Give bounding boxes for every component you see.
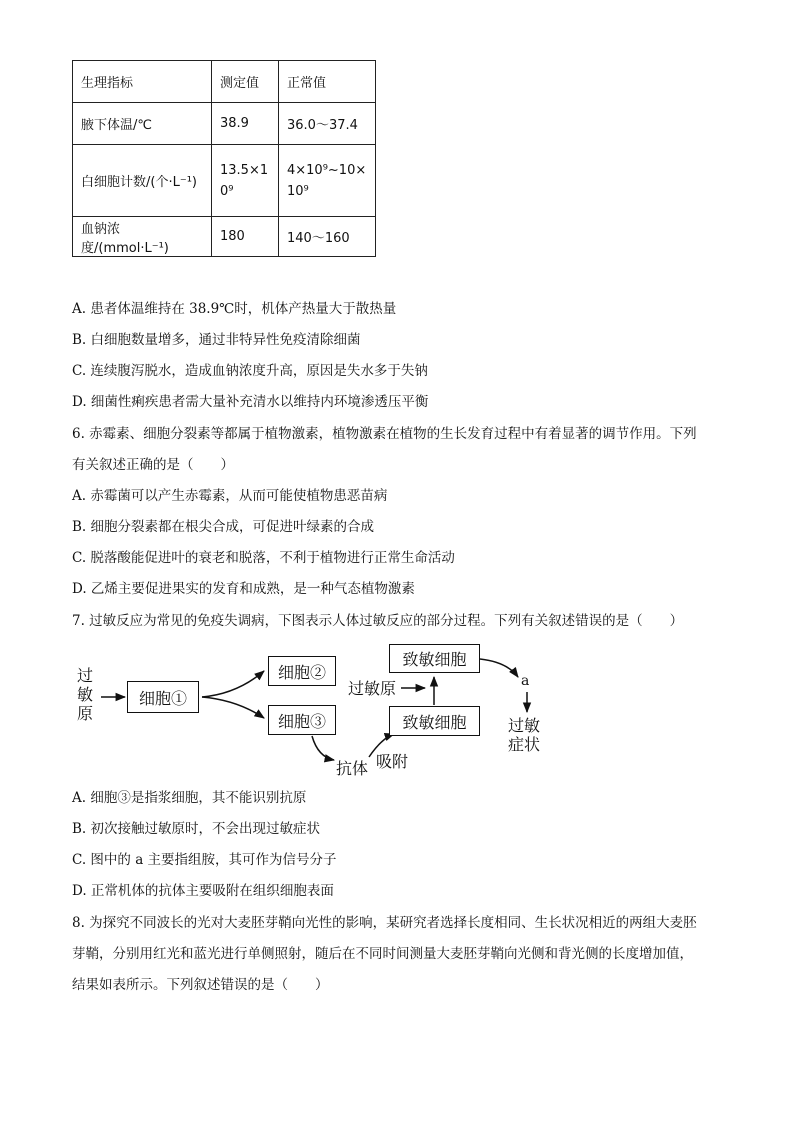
table-cell: 腋下体温/℃ — [73, 103, 212, 145]
table-header-cell: 测定值 — [212, 61, 279, 103]
q5-option-c: C. 连续腹泻脱水，造成血钠浓度升高，原因是失水多于失钠 — [72, 363, 428, 379]
table-cell: 140～160 — [279, 217, 376, 257]
physiology-table — [72, 60, 376, 257]
sensitized-cell-bottom-box: 致敏细胞 — [389, 706, 480, 736]
cell3-box: 细胞③ — [268, 705, 336, 735]
q6-option-c: C. 脱落酸能促进叶的衰老和脱落，不利于植物进行正常生命活动 — [72, 550, 455, 566]
q6-option-b: B. 细胞分裂素都在根尖合成，可促进叶绿素的合成 — [72, 519, 375, 535]
q6-stem-line1: 6. 赤霉素、细胞分裂素等都属于植物激素，植物激素在植物的生长发育过程中有着显著的调节作用。下列 — [72, 426, 697, 442]
q5-option-a: A. 患者体温维持在 38.9℃时，机体产热量大于散热量 — [72, 301, 397, 317]
q8-line3: 结果如表所示。下列叙述错误的是（ ） — [72, 977, 329, 993]
q6-stem-line2: 有关叙述正确的是（ ） — [72, 457, 234, 473]
arrow-cell3-to-antibody — [312, 736, 334, 760]
a-label: a — [521, 673, 530, 689]
table-cell: 白细胞计数/(个·L⁻¹) — [73, 145, 212, 217]
adsorb-label-1: 吸附 — [376, 752, 409, 771]
q8-line1: 8. 为探究不同波长的光对大麦胚芽鞘向光性的影响，某研究者选择长度相同、生长状况相近的两组大麦胚 — [72, 915, 697, 931]
table-header-cell: 正常值 — [279, 61, 376, 103]
table-cell: 38.9 — [212, 103, 279, 145]
table-cell: 36.0～37.4 — [279, 103, 376, 145]
q7-option-c: C. 图中的 a 主要指组胺，其可作为信号分子 — [72, 852, 337, 868]
arrow-cell1-to-cell2 — [202, 671, 264, 697]
cell2-box: 细胞② — [268, 656, 336, 686]
table-cell-text: 4×10⁹~10×10⁹ — [287, 162, 367, 199]
q6-option-d: D. 乙烯主要促进果实的发育和成熟，是一种气态植物激素 — [72, 581, 415, 597]
arrow-sensitized-to-a — [480, 659, 518, 677]
table-cell — [279, 145, 376, 217]
q6-option-a: A. 赤霉菌可以产生赤霉素，从而可能使植物患恶苗病 — [72, 488, 388, 504]
table-cell: 180 — [212, 217, 279, 257]
table-row — [73, 145, 376, 217]
table-row — [73, 103, 376, 145]
allergy-process-diagram — [72, 642, 592, 782]
table-cell: 血钠浓度/(mmol·L⁻¹) — [73, 217, 212, 257]
cell1-box: 细胞① — [127, 681, 199, 713]
q7-stem: 7. 过敏反应为常见的免疫失调病，下图表示人体过敏反应的部分过程。下列有关叙述错误的是（ ） — [72, 613, 684, 629]
q7-option-d: D. 正常机体的抗体主要吸附在组织细胞表面 — [72, 883, 334, 899]
symptom-label: 过敏症状 — [508, 716, 541, 754]
sensitized-cell-top-box: 致敏细胞 — [389, 644, 480, 673]
antibody-label: 抗体 — [336, 759, 369, 778]
arrow-cell1-to-cell3 — [202, 697, 264, 718]
table-cell-text: 13.5×10⁹ — [220, 162, 269, 199]
q8-line2: 芽鞘，分别用红光和蓝光进行单侧照射，随后在不同时间测量大麦胚芽鞘向光侧和背光侧的长度增加值， — [72, 946, 693, 962]
table-row — [73, 217, 376, 257]
q7-option-b: B. 初次接触过敏原时，不会出现过敏症状 — [72, 821, 321, 837]
table-header-cell: 生理指标 — [73, 61, 212, 103]
q5-option-d: D. 细菌性痢疾患者需大量补充清水以维持内环境渗透压平衡 — [72, 394, 429, 410]
table-cell — [212, 145, 279, 217]
q7-option-a: A. 细胞③是指浆细胞，其不能识别抗原 — [72, 790, 307, 806]
allergen-label: 过敏原 — [77, 666, 94, 723]
q5-option-b: B. 白细胞数量增多，通过非特异性免疫清除细菌 — [72, 332, 361, 348]
table-header-row — [73, 61, 376, 103]
allergen-mid-label: 过敏原 — [348, 679, 397, 698]
